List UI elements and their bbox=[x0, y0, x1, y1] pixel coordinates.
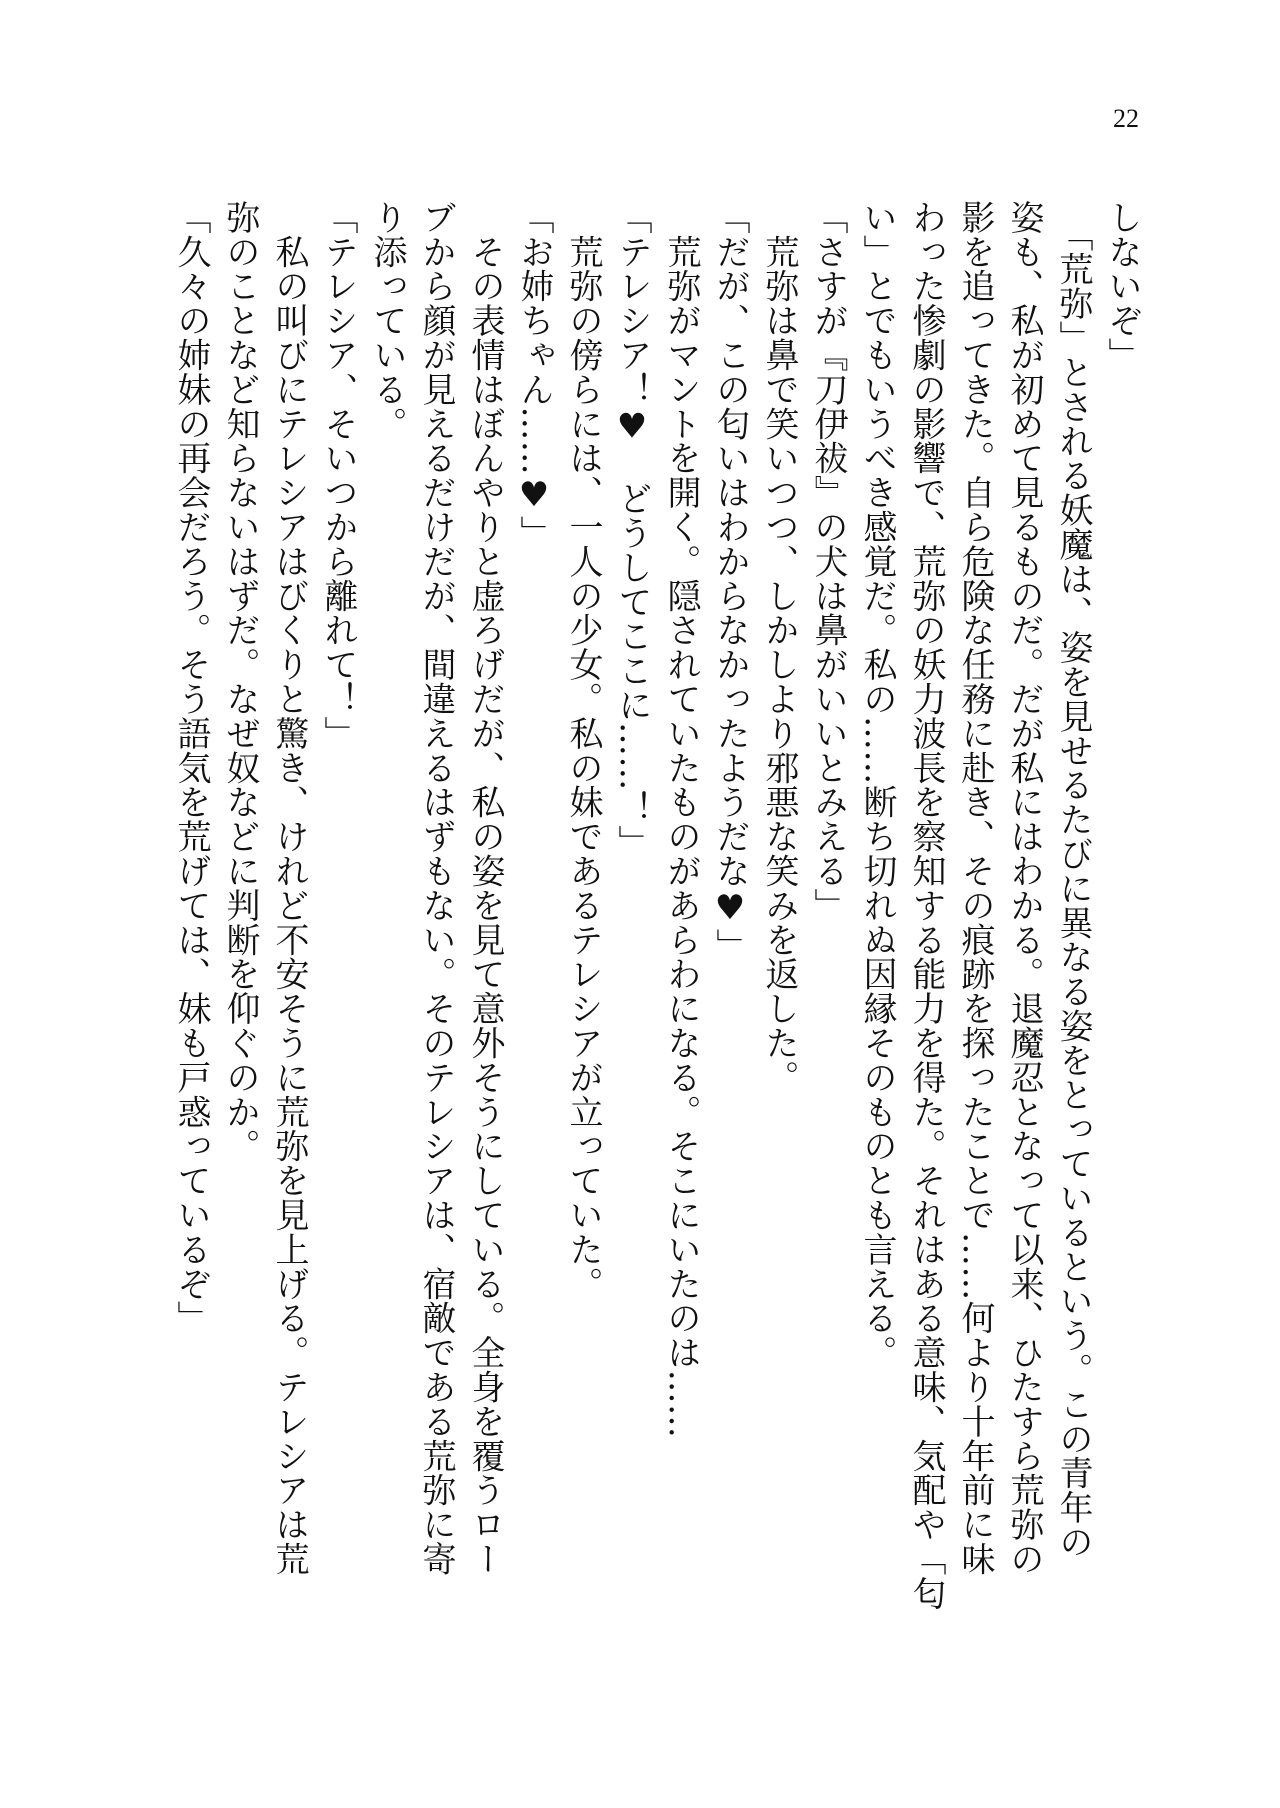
text-line: ブから顔が見えるだけだが、間違えるはずもない。そのテレシアは、宿敵である荒弥に寄 bbox=[416, 200, 456, 1576]
text-line: 「さすが『刀伊祓』の犬は鼻がいいとみえる」 bbox=[808, 200, 848, 923]
text-line: 「テレシア！♥ どうしてここに……！」 bbox=[612, 200, 652, 860]
text-line: 「テレシア、そいつから離れて！」 bbox=[318, 200, 358, 751]
text-line: 弥のことなど知らないはずだ。なぜ奴などに判断を仰ぐのか。 bbox=[220, 200, 260, 1164]
text-line: わった惨劇の影響で、荒弥の妖力波長を察知する能力を得た。それはある意味、気配や「匂 bbox=[906, 200, 946, 1611]
text-line: 「荒弥」とされる妖魔は、姿を見せるたびに異なる姿をとっているという。この青年の bbox=[1053, 200, 1093, 1559]
page-number: 22 bbox=[1113, 104, 1139, 133]
text-line: しないぞ」 bbox=[1102, 200, 1142, 372]
text-line: り添っている。 bbox=[367, 200, 407, 441]
text-line: 荒弥がマントを開く。隠されていたものがあらわになる。そこにいたのは…… bbox=[661, 200, 701, 1439]
text-line: 姿も、私が初めて見るものだ。だが私にはわかる。退魔忍となって以来、ひたすら荒弥の bbox=[1004, 200, 1044, 1576]
text-line: 私の叫びにテレシアはびくりと驚き、けれど不安そうに荒弥を見上げる。テレシアは荒 bbox=[269, 200, 309, 1576]
text-line: 影を追ってきた。自ら危険な任務に赴き、その痕跡を探ったことで……何より十年前に味 bbox=[955, 200, 995, 1576]
text-line: 荒弥の傍らには、一人の少女。私の妹であるテレシアが立っていた。 bbox=[563, 200, 603, 1301]
vertical-text-body bbox=[166, 200, 1146, 1611]
text-line: 「だが、この匂いはわからなかったようだな♥」 bbox=[710, 200, 750, 963]
text-line: い」とでもいうべき感覚だ。私の……断ち切れぬ因縁そのものとも言える。 bbox=[857, 200, 897, 1370]
text-line: 「久々の姉妹の再会だろう。そう語気を荒げては、妹も戸惑っているぞ」 bbox=[171, 200, 211, 1336]
text-line: その表情はぼんやりと虚ろげだが、私の姿を見て意外そうにしている。全身を覆うロー bbox=[465, 200, 505, 1576]
text-line: 荒弥は鼻で笑いつつ、しかしより邪悪な笑みを返した。 bbox=[759, 200, 799, 1095]
text-line: 「お姉ちゃん……♥」 bbox=[514, 200, 554, 550]
